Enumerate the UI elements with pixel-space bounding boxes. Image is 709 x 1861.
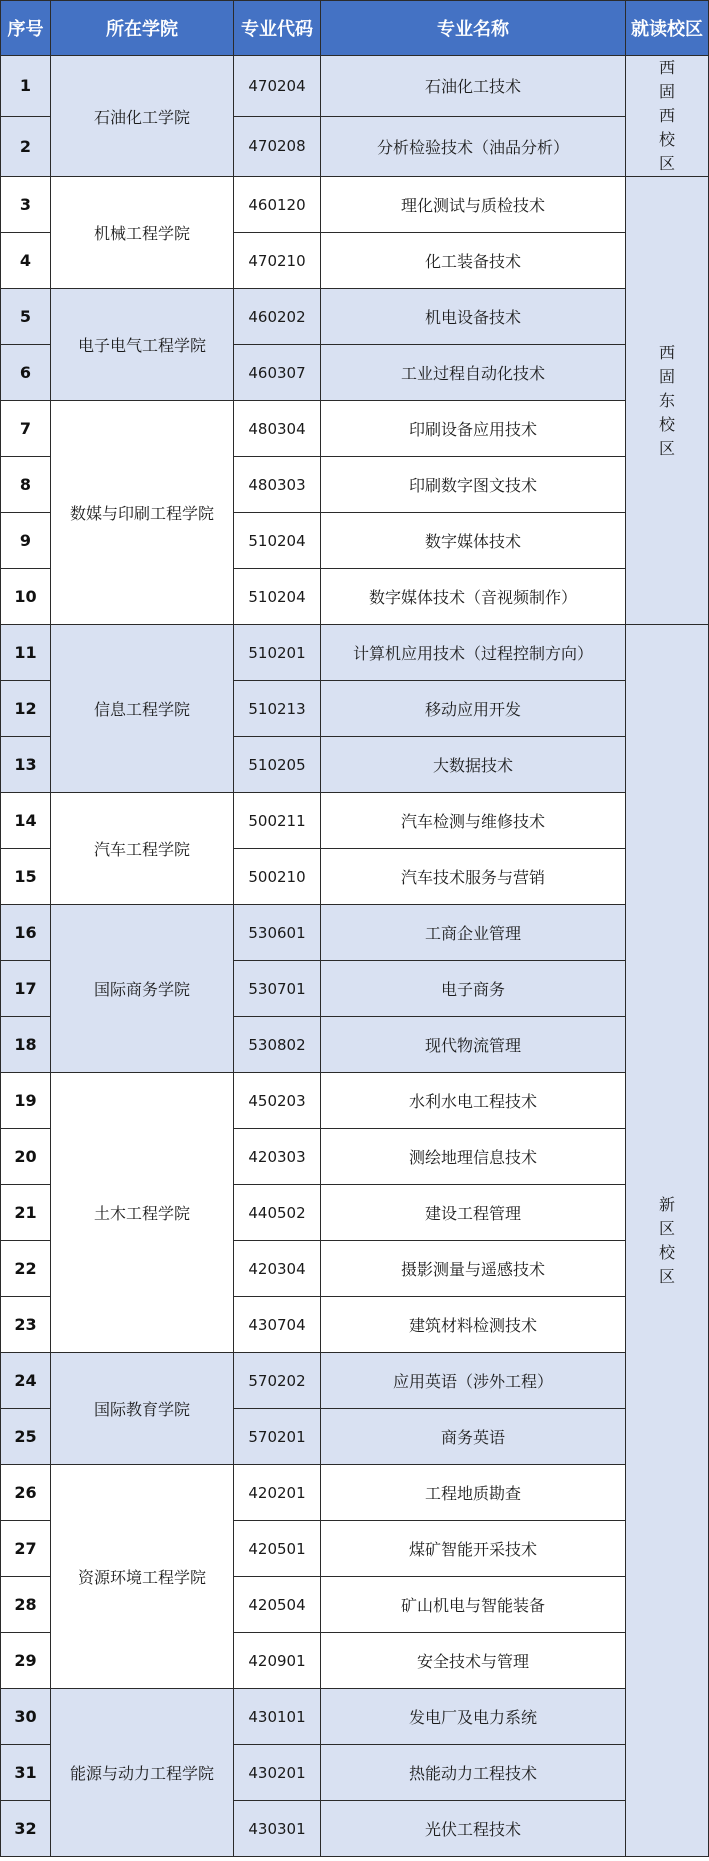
table-row bbox=[1, 1073, 709, 1129]
row-name: 理化测试与质检技术 bbox=[321, 177, 626, 233]
row-seq: 7 bbox=[1, 401, 51, 457]
row-seq: 12 bbox=[1, 681, 51, 737]
row-name: 印刷设备应用技术 bbox=[321, 401, 626, 457]
row-name: 数字媒体技术（音视频制作） bbox=[321, 569, 626, 625]
college-cell: 国际商务学院 bbox=[51, 905, 234, 1073]
row-seq: 15 bbox=[1, 849, 51, 905]
row-code: 420303 bbox=[234, 1129, 321, 1185]
table-row bbox=[1, 56, 709, 117]
row-code: 460120 bbox=[234, 177, 321, 233]
row-seq: 6 bbox=[1, 345, 51, 401]
table-row bbox=[1, 401, 709, 457]
row-name: 计算机应用技术（过程控制方向） bbox=[321, 625, 626, 681]
row-name: 商务英语 bbox=[321, 1409, 626, 1465]
row-seq: 24 bbox=[1, 1353, 51, 1409]
row-name: 摄影测量与遥感技术 bbox=[321, 1241, 626, 1297]
row-name: 发电厂及电力系统 bbox=[321, 1689, 626, 1745]
row-code: 530601 bbox=[234, 905, 321, 961]
row-seq: 20 bbox=[1, 1129, 51, 1185]
college-cell: 机械工程学院 bbox=[51, 177, 234, 289]
table-row bbox=[1, 289, 709, 345]
header-campus: 就读校区 bbox=[626, 1, 709, 56]
row-seq: 26 bbox=[1, 1465, 51, 1521]
college-cell: 能源与动力工程学院 bbox=[51, 1689, 234, 1857]
row-seq: 13 bbox=[1, 737, 51, 793]
row-code: 510201 bbox=[234, 625, 321, 681]
row-seq: 21 bbox=[1, 1185, 51, 1241]
row-seq: 4 bbox=[1, 233, 51, 289]
row-name: 化工装备技术 bbox=[321, 233, 626, 289]
row-code: 480304 bbox=[234, 401, 321, 457]
row-name: 移动应用开发 bbox=[321, 681, 626, 737]
row-name: 汽车检测与维修技术 bbox=[321, 793, 626, 849]
row-seq: 11 bbox=[1, 625, 51, 681]
college-cell: 石油化工学院 bbox=[51, 56, 234, 177]
header-college: 所在学院 bbox=[51, 1, 234, 56]
row-code: 570201 bbox=[234, 1409, 321, 1465]
row-seq: 10 bbox=[1, 569, 51, 625]
header-name: 专业名称 bbox=[321, 1, 626, 56]
row-seq: 19 bbox=[1, 1073, 51, 1129]
row-seq: 31 bbox=[1, 1745, 51, 1801]
row-code: 430201 bbox=[234, 1745, 321, 1801]
college-cell: 信息工程学院 bbox=[51, 625, 234, 793]
row-seq: 5 bbox=[1, 289, 51, 345]
header-code: 专业代码 bbox=[234, 1, 321, 56]
row-seq: 14 bbox=[1, 793, 51, 849]
row-code: 460202 bbox=[234, 289, 321, 345]
row-code: 420901 bbox=[234, 1633, 321, 1689]
row-name: 工业过程自动化技术 bbox=[321, 345, 626, 401]
row-name: 光伏工程技术 bbox=[321, 1801, 626, 1857]
campus-label: 西固东校区 bbox=[658, 342, 675, 458]
row-name: 工程地质勘查 bbox=[321, 1465, 626, 1521]
row-seq: 2 bbox=[1, 116, 51, 177]
row-name: 测绘地理信息技术 bbox=[321, 1129, 626, 1185]
campus-cell bbox=[626, 625, 709, 1857]
row-name: 电子商务 bbox=[321, 961, 626, 1017]
college-cell: 国际教育学院 bbox=[51, 1353, 234, 1465]
campus-cell bbox=[626, 56, 709, 177]
row-name: 安全技术与管理 bbox=[321, 1633, 626, 1689]
row-name: 建筑材料检测技术 bbox=[321, 1297, 626, 1353]
row-name: 水利水电工程技术 bbox=[321, 1073, 626, 1129]
table-row bbox=[1, 1465, 709, 1521]
table-row bbox=[1, 793, 709, 849]
college-cell: 电子电气工程学院 bbox=[51, 289, 234, 401]
row-name: 数字媒体技术 bbox=[321, 513, 626, 569]
campus-label: 西固西校区 bbox=[658, 58, 675, 173]
row-code: 530802 bbox=[234, 1017, 321, 1073]
row-code: 420501 bbox=[234, 1521, 321, 1577]
row-seq: 17 bbox=[1, 961, 51, 1017]
row-seq: 29 bbox=[1, 1633, 51, 1689]
row-code: 430101 bbox=[234, 1689, 321, 1745]
table-row bbox=[1, 1353, 709, 1409]
row-name: 现代物流管理 bbox=[321, 1017, 626, 1073]
row-seq: 32 bbox=[1, 1801, 51, 1857]
row-name: 石油化工技术 bbox=[321, 56, 626, 117]
row-code: 420304 bbox=[234, 1241, 321, 1297]
row-code: 430301 bbox=[234, 1801, 321, 1857]
header-row bbox=[1, 1, 709, 56]
table-row bbox=[1, 177, 709, 233]
row-name: 煤矿智能开采技术 bbox=[321, 1521, 626, 1577]
row-seq: 25 bbox=[1, 1409, 51, 1465]
row-seq: 27 bbox=[1, 1521, 51, 1577]
row-code: 510205 bbox=[234, 737, 321, 793]
college-cell: 数媒与印刷工程学院 bbox=[51, 401, 234, 625]
row-code: 510213 bbox=[234, 681, 321, 737]
row-code: 420201 bbox=[234, 1465, 321, 1521]
row-seq: 3 bbox=[1, 177, 51, 233]
table-row bbox=[1, 625, 709, 681]
row-code: 570202 bbox=[234, 1353, 321, 1409]
row-name: 大数据技术 bbox=[321, 737, 626, 793]
campus-label: 新区校区 bbox=[658, 1194, 675, 1286]
row-code: 470208 bbox=[234, 116, 321, 177]
row-seq: 8 bbox=[1, 457, 51, 513]
table-row bbox=[1, 1689, 709, 1745]
row-code: 430704 bbox=[234, 1297, 321, 1353]
row-code: 450203 bbox=[234, 1073, 321, 1129]
row-seq: 30 bbox=[1, 1689, 51, 1745]
campus-cell bbox=[626, 177, 709, 625]
row-name: 建设工程管理 bbox=[321, 1185, 626, 1241]
row-name: 热能动力工程技术 bbox=[321, 1745, 626, 1801]
row-seq: 1 bbox=[1, 56, 51, 117]
header-seq: 序号 bbox=[1, 1, 51, 56]
row-name: 印刷数字图文技术 bbox=[321, 457, 626, 513]
row-code: 480303 bbox=[234, 457, 321, 513]
row-code: 500211 bbox=[234, 793, 321, 849]
row-code: 470204 bbox=[234, 56, 321, 117]
row-name: 矿山机电与智能装备 bbox=[321, 1577, 626, 1633]
row-seq: 22 bbox=[1, 1241, 51, 1297]
row-code: 420504 bbox=[234, 1577, 321, 1633]
row-name: 应用英语（涉外工程） bbox=[321, 1353, 626, 1409]
college-cell: 资源环境工程学院 bbox=[51, 1465, 234, 1689]
row-code: 470210 bbox=[234, 233, 321, 289]
college-cell: 汽车工程学院 bbox=[51, 793, 234, 905]
row-code: 500210 bbox=[234, 849, 321, 905]
row-code: 440502 bbox=[234, 1185, 321, 1241]
row-code: 510204 bbox=[234, 513, 321, 569]
row-code: 530701 bbox=[234, 961, 321, 1017]
row-code: 460307 bbox=[234, 345, 321, 401]
row-seq: 28 bbox=[1, 1577, 51, 1633]
row-seq: 23 bbox=[1, 1297, 51, 1353]
row-name: 汽车技术服务与营销 bbox=[321, 849, 626, 905]
college-cell: 土木工程学院 bbox=[51, 1073, 234, 1353]
row-name: 工商企业管理 bbox=[321, 905, 626, 961]
row-name: 机电设备技术 bbox=[321, 289, 626, 345]
row-seq: 9 bbox=[1, 513, 51, 569]
table-row bbox=[1, 905, 709, 961]
row-name: 分析检验技术（油品分析） bbox=[321, 116, 626, 177]
row-seq: 16 bbox=[1, 905, 51, 961]
row-seq: 18 bbox=[1, 1017, 51, 1073]
row-code: 510204 bbox=[234, 569, 321, 625]
